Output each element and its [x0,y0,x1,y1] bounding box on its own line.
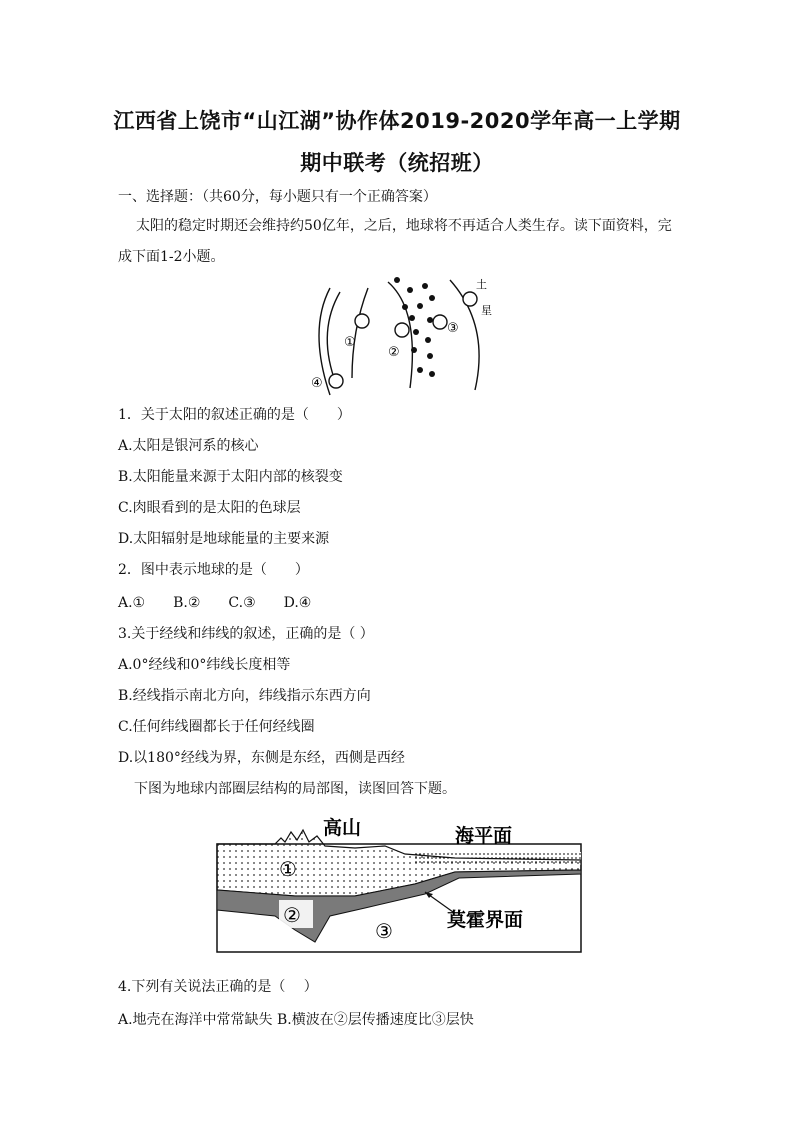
question-3-option-b: B.经线指示南北方向，纬线指示东西方向 [118,688,371,704]
mountain-label: 高山 [323,817,362,839]
label-2: ② [283,903,301,927]
label-4: ④ [311,376,323,391]
question-2-stem: 2．图中表示地球的是（ ） [118,562,309,578]
planet-saturn [463,292,477,306]
label-1: ① [279,857,297,881]
saturn-char-1: 土 [476,278,487,291]
label-2: ② [388,345,400,360]
planet-2 [395,323,409,337]
page-title-line-1: 江西省上饶市“山江湖”协作体2019-2020学年高一上学期 [113,109,681,133]
question-1-option-a: A.太阳是银河系的核心 [118,438,259,454]
question-3-option-a: A.0°经线和0°纬线长度相等 [118,657,291,673]
label-1: ① [344,335,356,350]
moho-label: 莫霍界面 [447,909,524,931]
label-3: ③ [375,919,393,943]
question-1-option-b: B.太阳能量来源于太阳内部的核裂变 [118,469,343,485]
section-heading: 一、选择题：（共60分，每小题只有一个正确答案） [118,189,437,205]
question-4-stem: 4.下列有关说法正确的是（ ） [118,979,318,995]
question-4-options: A.地壳在海洋中常常缺失 B.横波在②层传播速度比③层快 [118,1012,474,1028]
label-3: ③ [447,321,459,336]
question-3-option-d: D.以180°经线为界，东侧是东经，西侧是西经 [118,750,405,766]
planet-1 [355,314,369,328]
question-1-option-c: C.肉眼看到的是太阳的色球层 [118,500,301,516]
intro-paragraph-2: 下图为地球内部圈层结构的局部图，读图回答下题。 [134,781,456,797]
question-3-stem: 3.关于经线和纬线的叙述，正确的是（ ） [118,626,374,642]
saturn-char-2: 星 [481,304,492,317]
intro-paragraph-1: 太阳的稳定时期还会维持约50亿年，之后，地球将不再适合人类生存。读下面资料，完成下面1-2小题。 [118,218,672,265]
orbit-2 [352,288,368,378]
earth-interior-figure [215,812,585,957]
sea-level-label: 海平面 [455,825,513,847]
orbit-1 [327,292,340,378]
planet-4 [329,374,343,388]
planet-3 [433,315,447,329]
question-2-options: A.① B.② C.③ D.④ [118,595,312,611]
question-1-stem: 1．关于太阳的叙述正确的是（ ） [118,407,351,423]
page-title-line-2: 期中联考（统招班） [300,151,494,175]
question-1-option-d: D.太阳辐射是地球能量的主要来源 [118,531,330,547]
solar-system-figure [300,270,500,400]
question-3-option-c: C.任何纬线圈都长于任何经线圈 [118,719,315,735]
